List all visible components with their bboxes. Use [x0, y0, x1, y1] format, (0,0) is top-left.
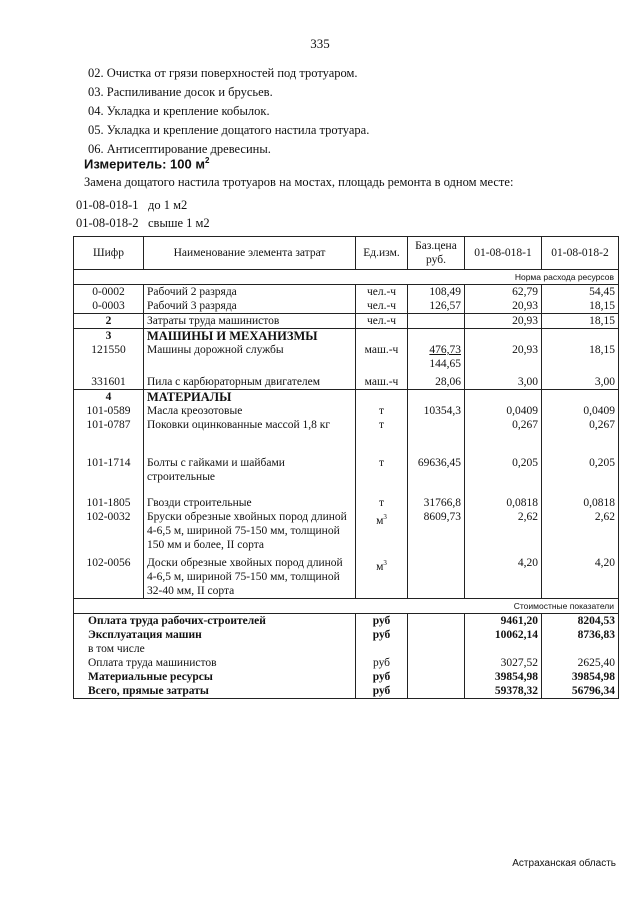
cell-v1: 3,00: [465, 371, 542, 390]
cost-v1: [465, 642, 542, 656]
cost-v2: 56796,34: [542, 684, 619, 699]
operation-item: 06. Антисептирование древесины.: [88, 142, 271, 156]
cell-price: 108,49: [408, 285, 465, 300]
operation-item: 02. Очистка от грязи поверхностей под тротуаром.: [88, 66, 358, 80]
cell-price: [408, 552, 465, 599]
cell-v1: 20,93: [465, 343, 542, 371]
cell-unit: чел.-ч: [356, 285, 408, 300]
table-row: [74, 343, 619, 371]
table-row: [74, 510, 619, 552]
code-list: [76, 196, 210, 232]
cell-v1: 0,267: [465, 418, 542, 456]
norm-band: Норма расхода ресурсов: [74, 270, 619, 285]
cell-unit: [356, 390, 408, 405]
cell-v2: [542, 390, 619, 405]
cell-price: [408, 343, 465, 371]
cell-price: [408, 390, 465, 405]
cell-v2: 0,0818: [542, 492, 619, 510]
cell-code: 101-0589: [74, 404, 144, 418]
cell-name: Затраты труда машинистов: [144, 314, 356, 329]
cell-name: Бруски обрезные хвойных пород длиной 4-6,5 м, шириной 75-150 мм, толщиной 150 мм и более, II сорта: [144, 510, 356, 552]
cell-unit: $м^3$: [356, 552, 408, 599]
cell-name: Гвозди строительные: [144, 492, 356, 510]
cost-row: [74, 656, 619, 670]
table-row: [74, 552, 619, 599]
cost-price: [408, 628, 465, 642]
cost-price: [408, 670, 465, 684]
cost-price: [408, 642, 465, 656]
cost-unit: руб: [356, 628, 408, 642]
operation-item: 04. Укладка и крепление кобылок.: [88, 104, 270, 118]
cost-v2: [542, 642, 619, 656]
cost-row: [74, 670, 619, 684]
cell-code: 331601: [74, 371, 144, 390]
operation-item: 03. Распиливание досок и брусьев.: [88, 85, 273, 99]
cost-v1: 39854,98: [465, 670, 542, 684]
table-row: [74, 314, 619, 329]
cell-unit: т: [356, 404, 408, 418]
cell-unit: чел.-ч: [356, 299, 408, 314]
cell-price: 69636,45: [408, 456, 465, 492]
cell-v2: 54,45: [542, 285, 619, 300]
cell-v2: 18,15: [542, 343, 619, 371]
cell-v1: [465, 390, 542, 405]
cell-price: 31766,8: [408, 492, 465, 510]
cell-v1: 0,205: [465, 456, 542, 492]
table-row: [74, 492, 619, 510]
cell-v2: 0,267: [542, 418, 619, 456]
cell-code: 4: [74, 390, 144, 405]
cell-v1: 2,62: [465, 510, 542, 552]
table-row: [74, 404, 619, 418]
header-cell: 01-08-018-1: [465, 237, 542, 270]
cost-name: Эксплуатация машин: [74, 628, 356, 642]
cell-v2: 0,205: [542, 456, 619, 492]
cell-unit: т: [356, 492, 408, 510]
cell-v2: 0,0409: [542, 404, 619, 418]
cost-name: Оплата труда рабочих-строителей: [74, 614, 356, 629]
cost-v2: 8204,53: [542, 614, 619, 629]
cell-unit: т: [356, 456, 408, 492]
page-number: 335: [310, 36, 330, 51]
cost-v2: 39854,98: [542, 670, 619, 684]
cost-v2: 2625,40: [542, 656, 619, 670]
cost-unit: руб: [356, 614, 408, 629]
cell-code: 101-0787: [74, 418, 144, 456]
cell-v2: 2,62: [542, 510, 619, 552]
resource-table: [73, 236, 619, 699]
code-item: 01-08-018-1 до 1 м2: [76, 198, 188, 212]
cell-v1: 20,93: [465, 299, 542, 314]
cost-unit: руб: [356, 684, 408, 699]
cost-row: [74, 684, 619, 699]
cost-row: [74, 628, 619, 642]
section-title: МАТЕРИАЛЫ: [144, 390, 356, 405]
cell-name: Машины дорожной службы: [144, 343, 356, 371]
table-row: [74, 418, 619, 456]
cell-unit: $м^3$: [356, 510, 408, 552]
cell-code: 2: [74, 314, 144, 329]
table-row: [74, 285, 619, 300]
cell-v2: 18,15: [542, 314, 619, 329]
cost-v2: 8736,83: [542, 628, 619, 642]
cost-price: [408, 614, 465, 629]
cost-row: [74, 614, 619, 629]
cell-code: 102-0056: [74, 552, 144, 599]
cell-v2: 3,00: [542, 371, 619, 390]
header-cell: 01-08-018-2: [542, 237, 619, 270]
cost-row: [74, 642, 619, 656]
work-description: Замена дощатого настила тротуаров на мостах, площадь ремонта в одном месте:: [84, 175, 514, 189]
cell-v2: 4,20: [542, 552, 619, 599]
cell-code: 102-0032: [74, 510, 144, 552]
code-item: 01-08-018-2 свыше 1 м2: [76, 216, 210, 230]
cell-code: 121550: [74, 343, 144, 371]
cost-name: Материальные ресурсы: [74, 670, 356, 684]
table-row: [74, 299, 619, 314]
cell-name: Болты с гайками и шайбами строительные: [144, 456, 356, 492]
cost-unit: руб: [356, 670, 408, 684]
section-title: МАШИНЫ И МЕХАНИЗМЫ: [144, 329, 356, 344]
cost-v1: 3027,52: [465, 656, 542, 670]
meter-label: Измеритель: 100 $м^2$: [84, 156, 210, 172]
cost-name: в том числе: [74, 642, 356, 656]
cell-price: 126,57: [408, 299, 465, 314]
cell-price: 10354,3: [408, 404, 465, 418]
header-cell: Ед.изм.: [356, 237, 408, 270]
cell-code: 101-1714: [74, 456, 144, 492]
cell-code: 0-0003: [74, 299, 144, 314]
section-row: [74, 390, 619, 405]
cell-name: Рабочий 3 разряда: [144, 299, 356, 314]
price-line: 476,73: [429, 344, 461, 356]
table-row: [74, 371, 619, 390]
header-cell: Баз.цена руб.: [408, 237, 465, 270]
cell-code: 101-1805: [74, 492, 144, 510]
table-header-row: [74, 237, 619, 270]
cell-v2: 18,15: [542, 299, 619, 314]
cost-name: Всего, прямые затраты: [74, 684, 356, 699]
cost-band: Стоимостные показатели: [74, 599, 619, 614]
cell-name: Рабочий 2 разряда: [144, 285, 356, 300]
cost-unit: руб: [356, 656, 408, 670]
cell-price: 8609,73: [408, 510, 465, 552]
price-line: 144,65: [429, 358, 461, 370]
cost-price: [408, 656, 465, 670]
cell-unit: т: [356, 418, 408, 456]
cost-name: Оплата труда машинистов: [74, 656, 356, 670]
cell-unit: чел.-ч: [356, 314, 408, 329]
cell-name: Доски обрезные хвойных пород длиной 4-6,5 м, шириной 75-150 мм, толщиной 32-40 мм, II сорта: [144, 552, 356, 599]
region-footer: Астраханская область: [512, 858, 616, 869]
cell-name: Поковки оцинкованные массой 1,8 кг: [144, 418, 356, 456]
cell-v1: 62,79: [465, 285, 542, 300]
section-row: [74, 329, 619, 344]
cell-v1: 4,20: [465, 552, 542, 599]
cell-code: 0-0002: [74, 285, 144, 300]
operation-item: 05. Укладка и крепление дощатого настила тротуара.: [88, 123, 370, 137]
cost-v1: 59378,32: [465, 684, 542, 699]
cell-unit: маш.-ч: [356, 343, 408, 371]
cell-v1: 20,93: [465, 314, 542, 329]
cell-unit: [356, 329, 408, 344]
cell-price: [408, 314, 465, 329]
header-cell: Наименование элемента затрат: [144, 237, 356, 270]
cell-name: Масла креозотовые: [144, 404, 356, 418]
cell-v1: 0,0818: [465, 492, 542, 510]
cell-price: [408, 418, 465, 456]
cell-code: 3: [74, 329, 144, 344]
cost-v1: 9461,20: [465, 614, 542, 629]
table-row: [74, 456, 619, 492]
header-cell: Шифр: [74, 237, 144, 270]
cost-price: [408, 684, 465, 699]
cell-v1: [465, 329, 542, 344]
cell-v2: [542, 329, 619, 344]
cost-v1: 10062,14: [465, 628, 542, 642]
cell-price: [408, 329, 465, 344]
cost-unit: [356, 642, 408, 656]
cell-name: Пила с карбюраторным двигателем: [144, 371, 356, 390]
cell-unit: маш.-ч: [356, 371, 408, 390]
operations-list: [88, 64, 369, 159]
cell-v1: 0,0409: [465, 404, 542, 418]
cell-price: 28,06: [408, 371, 465, 390]
